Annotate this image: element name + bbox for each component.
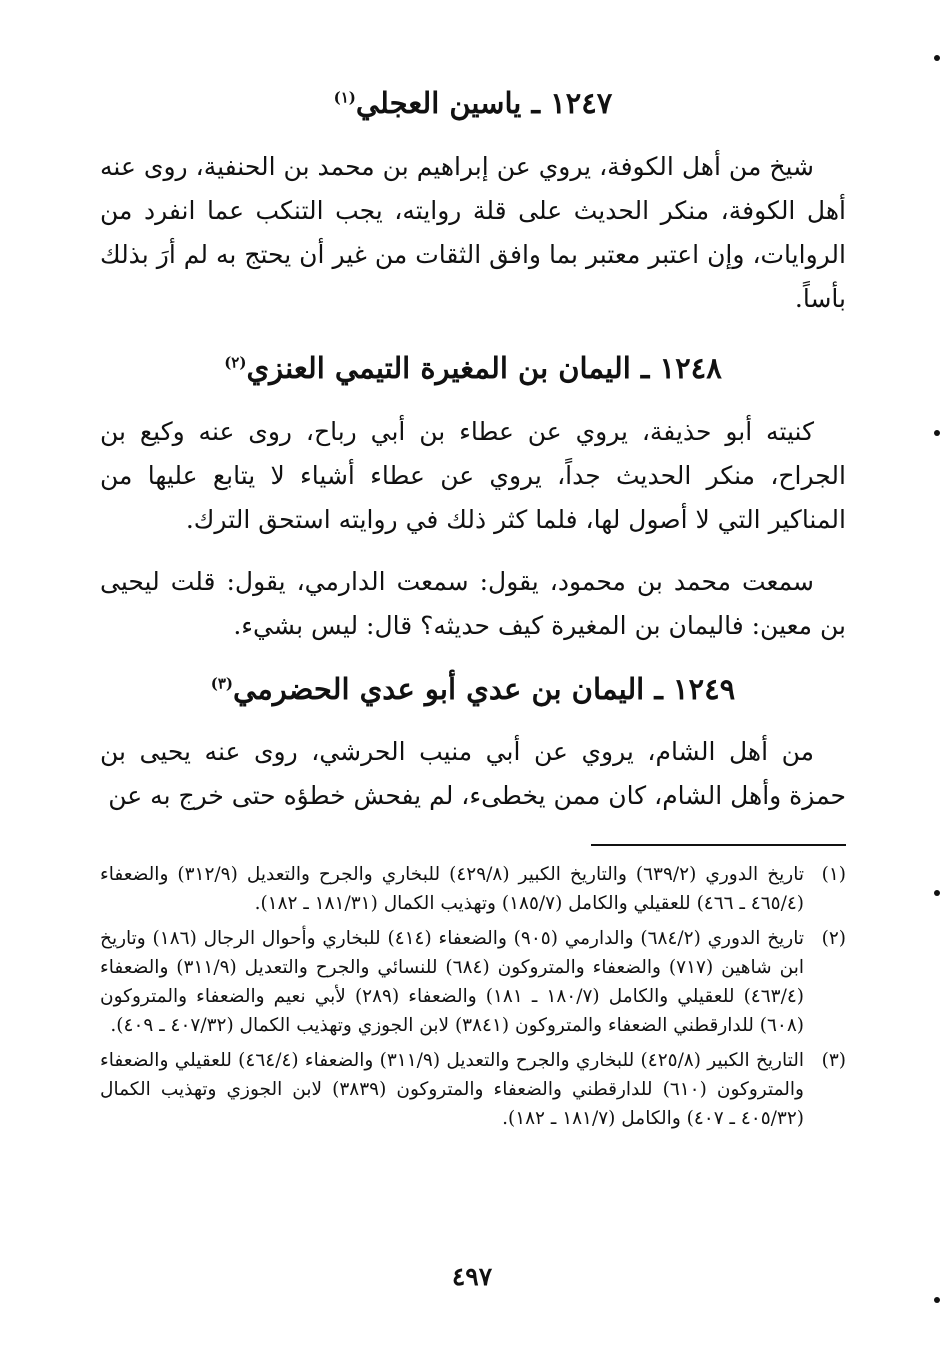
footnote-divider <box>591 844 846 846</box>
entry-heading <box>100 351 846 386</box>
entry-paragraph: سمعت محمد بن محمود، يقول: سمعت الدارمي، يقول: قلت ليحيى بن معين: فاليمان بن المغيرة كيف حديثه؟ قال: ليس بشيء. <box>100 566 846 640</box>
entry-heading <box>100 86 846 121</box>
footnote-text: تاريخ الدوري (٦٨٤/٢) والدارمي (٩٠٥) والضعفاء (٤١٤) للبخاري وأحوال الرجال (١٨٦) وتاريخ ابن شاهين (٧١٧) والضعفاء والمتروكون (٦٨٤) للنسائي والجرح والتعديل (٣١١/٩) والضعفاء (٤٦٣/٤) للعقيلي والكامل (١٨٠/٧ ـ ١٨١) والضعفاء (٢٨٩) لأبي نعيم والضعفاء والمتروكون (٦٠٨) للدارقطني الضعفاء والمتروكون (٣٨٤١) لابن الجوزي وتهذيب الكمال (٤٠٧/٣٢ ـ ٤٠٩). <box>100 928 805 1037</box>
entry-1249 <box>100 672 846 819</box>
footnote-number: (٢) <box>821 928 846 950</box>
footnote-ref[interactable]: (٣) <box>210 673 234 692</box>
entry-1247 <box>100 86 846 321</box>
footnote-item <box>100 924 846 1040</box>
footnote-item <box>100 1046 846 1133</box>
footnotes <box>100 860 846 1133</box>
entry-1248 <box>100 351 846 648</box>
footnote-number: (٣) <box>821 1050 846 1072</box>
margin-dot-icon <box>934 55 940 61</box>
page-body <box>100 60 846 1139</box>
margin-dot-icon <box>934 890 940 896</box>
entry-heading-text: ١٢٤٨ ـ اليمان بن المغيرة التيمي العنزي <box>246 350 722 385</box>
footnote-ref[interactable]: (١) <box>333 88 356 107</box>
entry-paragraph: شيخ من أهل الكوفة، يروي عن إبراهيم بن محمد بن الحنفية، روى عنه أهل الكوفة، منكر الحديث على قلة روايته، يجب التنكب عما انفرد من الروايات، وإن اعتبر معتبر بما وافق الثقات من غير أن يحتج به لم أرَ بذلك بأساً. <box>100 151 846 313</box>
page-number: ٤٩٧ <box>451 1262 493 1291</box>
entry-paragraph: من أهل الشام، يروي عن أبي منيب الحرشي، روى عنه يحيى بن حمزة وأهل الشام، كان ممن يخطىء، لم يفحش خطؤه حتى خرج به عن <box>100 737 846 811</box>
footnote-text: التاريخ الكبير (٤٢٥/٨) للبخاري والجرح والتعديل (٣١١/٩) والضعفاء (٤٦٤/٤) للعقيلي والضعفاء والمتروكون (٦١٠) للدارقطني والضعفاء والمتروكون (٣٨٣٩) لابن الجوزي وتهذيب الكمال (٤٠٥/٣٢ ـ ٤٠٧) والكامل (١٨١/٧ ـ ١٨٢). <box>100 1050 804 1130</box>
footnote-number: (١) <box>821 864 846 886</box>
footnote-text: تاريخ الدوري (٦٣٩/٢) والتاريخ الكبير (٤٢٩/٨) للبخاري والجرح والتعديل (٣١٢/٩) والضعفاء (٤٦٥/٤ ـ ٤٦٦) للعقيلي والكامل (١٨٥/٧) وتهذيب الكمال (١٨١/٣١ ـ ١٨٢). <box>100 864 805 915</box>
entry-heading-text: ١٢٤٧ ـ ياسين العجلي <box>355 86 613 120</box>
entry-paragraph: كنيته أبو حذيفة، يروي عن عطاء بن أبي رباح، روى عنه وكيع بن الجراح، منكر الحديث جداً، يروي عن عطاء أشياء لا يتابع عليها من المناكير التي لا أصول لها، فلما كثر ذلك في روايته استحق الترك. <box>100 416 846 534</box>
entry-heading-text: ١٢٤٩ ـ اليمان بن عدي أبو عدي الحضرمي <box>233 671 736 706</box>
margin-dot-icon <box>934 1297 940 1303</box>
entry-heading <box>100 672 846 707</box>
footnote-ref[interactable]: (٢) <box>224 353 247 372</box>
margin-dot-icon <box>934 430 940 436</box>
footnote-item <box>100 860 846 918</box>
